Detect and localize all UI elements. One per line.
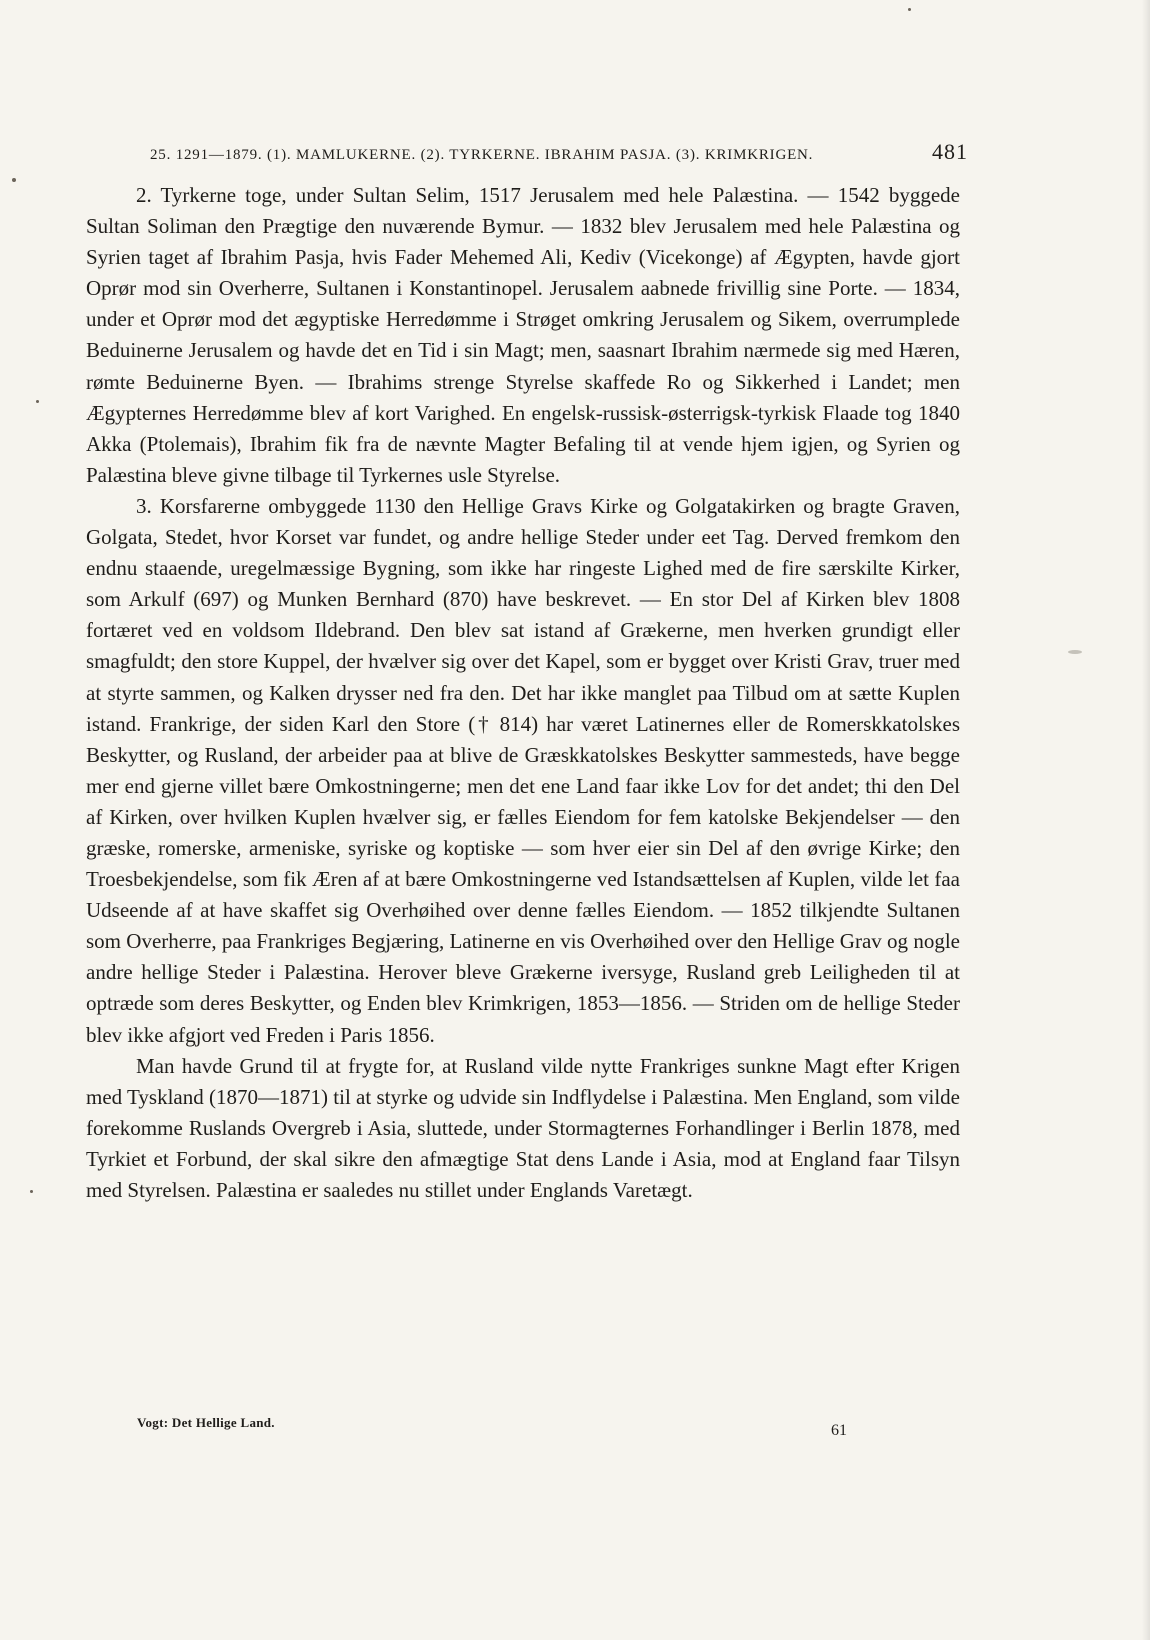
paper-speck bbox=[908, 8, 911, 11]
running-head-caption: 25. 1291—1879. (1). MAMLUKERNE. (2). TYRKERNE. IBRAHIM PASJA. (3). KRIMKRIGEN. bbox=[150, 147, 814, 163]
signature-mark: Vogt: Det Hellige Land. bbox=[137, 1415, 275, 1430]
paper-speck bbox=[12, 178, 16, 182]
paragraph-korsfarerne: 3. Korsfarerne ombyggede 1130 den Hellige Gravs Kirke og Golgatakirken og bragte Graven, Golgata, Stedet, hvor Korset var fundet, og andre hellige Steder under eet Tag. Derved fremkom den endnu staaende, uregelmæssige Bygning, som ikke har ringeste Lighed med de fire særskilte Kirker, som Arkulf (697) og Munken Bernhard (870) have beskrevet. — En stor Del af Kirken blev 1808 fortæret ved en voldsom Ildebrand. Den blev sat istand af Grækerne, men hverken grundigt eller smagfuldt; den store Kuppel, der hvælver sig over det Kapel, som er bygget over Kristi Grav, truer med at styrte sammen, og Kalken drysser ned fra den. Det har ikke manglet paa Tilbud om at sætte Kuplen istand. Frankrige, der siden Karl den Store († 814) har været Latinernes eller de Romerskkatolskes Beskytter, og Rusland, der arbeider paa at blive de Græskkatolskes Beskytter sammesteds, have begge mer end gjerne villet bære Omkostningerne; men det ene Land faar ikke Lov for det andet; thi den Del af Kirken, over hvilken Kuplen hvælver sig, er fælles Eiendom for fem katolske Bekjendelser — den græske, romerske, armeniske, syriske og koptiske — som hver eier sin Del af den øvrige Kirke; den Troesbekjendelse, som fik Æren af at bære Omkostningerne ved Istandsættelsen af Kuplen, vilde let faa Udseende af at have skaffet sig Overhøihed over denne fælles Eiendom. — 1852 tilkjendte Sultanen som Overherre, paa Frankriges Begjæring, Latinerne en vis Overhøihed over den Hellige Grav og nogle andre hellige Steder i Palæstina. Herover bleve Grækerne iversyge, Rusland greb Leiligheden til at optræde som deres Beskytter, og Enden blev Krimkrigen, 1853—1856. — Striden om de hellige Steder blev ikke afgjort ved Freden i Paris 1856. bbox=[86, 493, 960, 1047]
page-number: 481 bbox=[932, 139, 968, 164]
paper-speck bbox=[36, 400, 39, 403]
body-text bbox=[86, 180, 960, 1206]
running-head bbox=[150, 139, 968, 165]
page-footer bbox=[137, 1414, 847, 1439]
paragraph-rusland-england: Man havde Grund til at frygte for, at Rusland vilde nytte Frankriges sunkne Magt efter Krigen med Tyskland (1870—1871) til at styrke og udvide sin Indflydelse i Palæstina. Men England, som vilde forekomme Ruslands Overgreb i Asia, sluttede, under Stormagternes Forhandlinger i Berlin 1878, med Tyrkiet et Forbund, der skal sikre den afmægtige Stat dens Lande i Asia, mod at England faar Tilsyn med Styrelsen. Palæstina er saaledes nu stillet under Englands Varetægt. bbox=[86, 1053, 960, 1202]
paper-speck bbox=[30, 1190, 33, 1193]
paragraph-tyrkerne: 2. Tyrkerne toge, under Sultan Selim, 1517 Jerusalem med hele Palæstina. — 1542 byggede Sultan Soliman den Prægtige den nuværende Bymur. — 1832 blev Jerusalem med hele Palæstina og Syrien taget af Ibrahim Pasja, hvis Fader Mehemed Ali, Kediv (Vicekonge) af Ægypten, havde gjort Oprør mod sin Overherre, Sultanen i Konstantinopel. Jerusalem aabnede frivillig sine Porte. — 1834, under et Oprør mod det ægyptiske Herredømme i Strøget omkring Jerusalem og Sikem, overrumplede Beduinerne Jerusalem og havde det en Tid i sin Magt; men, saasnart Ibrahim nærmede sig med Hæren, rømte Beduinerne Byen. — Ibrahims strenge Styrelse skaffede Ro og Sikkerhed i Landet; men Ægypternes Herredømme blev af kort Varighed. En engelsk-russisk-østerrigsk-tyrkisk Flaade tog 1840 Akka (Ptolemais), Ibrahim fik fra de nævnte Magter Befaling til at vende hjem igjen, og Syrien og Palæstina bleve givne tilbage til Tyrkernes usle Styrelse. bbox=[86, 183, 960, 487]
paper-speck bbox=[1068, 650, 1082, 654]
sheet-number: 61 bbox=[831, 1422, 847, 1439]
